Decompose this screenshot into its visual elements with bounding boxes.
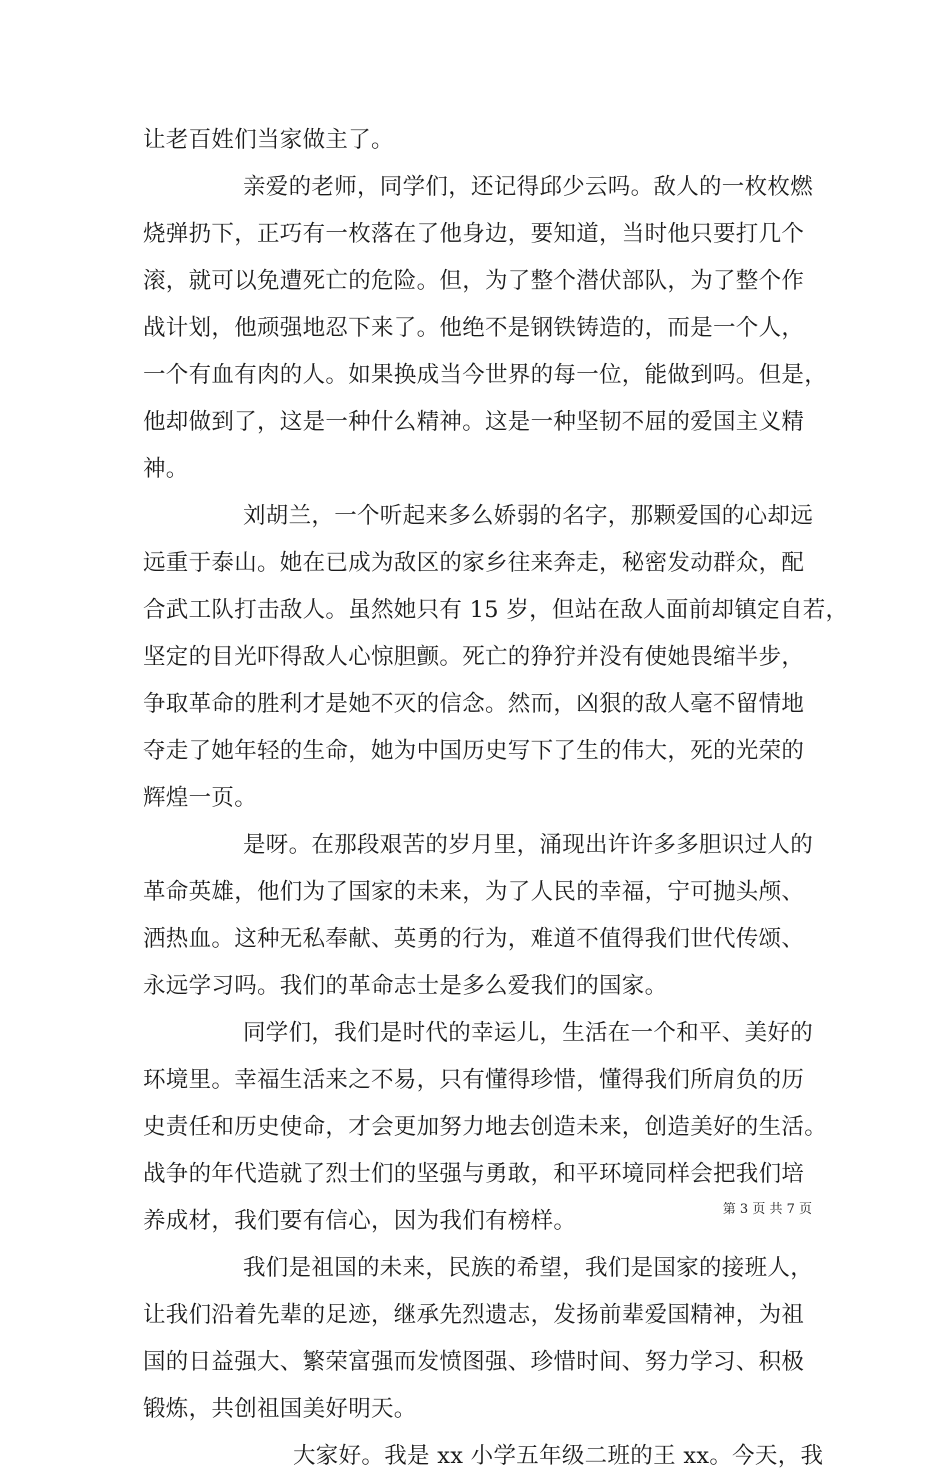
- text-line: 战争的年代造就了烈士们的坚强与勇敢，和平环境同样会把我们培: [143, 1161, 805, 1187]
- text-line: 神。: [143, 456, 189, 482]
- text-line: 锻炼，共创祖国美好明天。: [143, 1396, 417, 1422]
- text-line: 史责任和历史使命，才会更加努力地去创造未来，创造美好的生活。: [143, 1114, 828, 1140]
- text-line: 刘胡兰，一个听起来多么娇弱的名字，那颗爱国的心却远: [243, 503, 814, 529]
- text-line: 永远学习吗。我们的革命志士是多么爱我们的国家。: [143, 973, 668, 999]
- text-line: 亲爱的老师，同学们，还记得邱少云吗。敌人的一枚枚燃: [243, 174, 814, 200]
- text-line: 他却做到了，这是一种什么精神。这是一种坚韧不屈的爱国主义精: [143, 409, 805, 435]
- text-line: 烧弹扔下，正巧有一枚落在了他身边，要知道，当时他只要打几个: [143, 221, 805, 247]
- text-line: 战计划，他顽强地忍下来了。他绝不是钢铁铸造的，而是一个人，: [143, 315, 805, 341]
- text-line: 让老百姓们当家做主了。: [143, 127, 394, 153]
- page-number-footer: 第 3 页 共 7 页: [722, 1202, 812, 1217]
- text-line: 环境里。幸福生活来之不易，只有懂得珍惜，懂得我们所肩负的历: [143, 1067, 805, 1093]
- text-line: 革命英雄，他们为了国家的未来，为了人民的幸福，宁可抛头颅、: [143, 879, 805, 905]
- text-line: 辉煌一页。: [143, 785, 258, 811]
- text-line: 是呀。在那段艰苦的岁月里，涌现出许许多多胆识过人的: [243, 832, 814, 858]
- text-line: 滚，就可以免遭死亡的危险。但，为了整个潜伏部队，为了整个作: [143, 268, 805, 294]
- text-line: 坚定的目光吓得敌人心惊胆颤。死亡的狰狞并没有使她畏缩半步，: [143, 644, 805, 670]
- text-line: 让我们沿着先辈的足迹，继承先烈遗志，发扬前辈爱国精神，为祖: [143, 1302, 805, 1328]
- text-line: 争取革命的胜利才是她不灭的信念。然而，凶狠的敌人毫不留情地: [143, 691, 805, 717]
- text-line: 洒热血。这种无私奉献、英勇的行为，难道不值得我们世代传颂、: [143, 926, 805, 952]
- text-line: 我们是祖国的未来，民族的希望，我们是国家的接班人，: [243, 1255, 814, 1281]
- text-line: 同学们，我们是时代的幸运儿，生活在一个和平、美好的: [243, 1020, 814, 1046]
- text-line: 远重于泰山。她在已成为敌区的家乡往来奔走，秘密发动群众，配: [143, 550, 805, 576]
- text-line: 国的日益强大、繁荣富强而发愤图强、珍惜时间、努力学习、积极: [143, 1349, 805, 1375]
- text-line: 一个有血有肉的人。如果换成当今世界的每一位，能做到吗。但是，: [143, 362, 828, 388]
- text-line: 养成材，我们要有信心，因为我们有榜样。: [143, 1208, 577, 1234]
- text-line: 大家好。我是 xx 小学五年级二班的王 xx。今天，我: [293, 1443, 824, 1469]
- document-body: [143, 117, 849, 1480]
- text-line: 夺走了她年轻的生命，她为中国历史写下了生的伟大，死的光荣的: [143, 738, 805, 764]
- text-line: 合武工队打击敌人。虽然她只有 15 岁，但站在敌人面前却镇定自若，: [143, 597, 849, 623]
